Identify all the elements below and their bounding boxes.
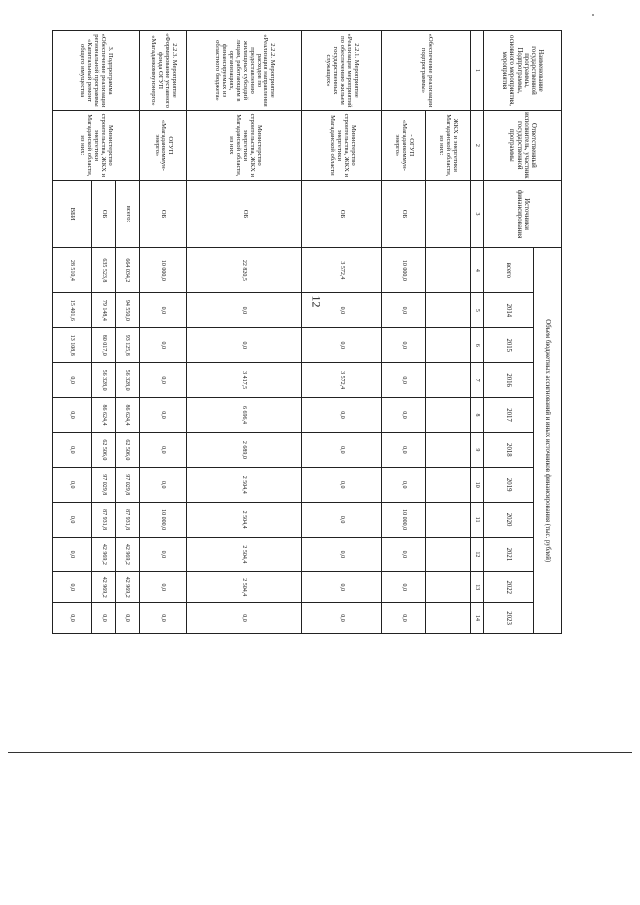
table-row: [187, 31, 302, 634]
index-cell: 3: [471, 180, 484, 248]
value-cell: 0,0: [139, 572, 187, 603]
page-number: 12: [309, 295, 324, 308]
value-cell: 0,0: [92, 603, 116, 634]
row-source: [425, 180, 470, 248]
index-cell: 13: [471, 572, 484, 603]
index-cell: 4: [471, 248, 484, 293]
value-cell: 3 572,4: [302, 363, 382, 398]
value-cell: 0,0: [187, 328, 302, 363]
value-cell: 97 029,8: [92, 467, 116, 502]
row-source: ОБ: [302, 180, 382, 248]
scan-artifact: [592, 14, 594, 16]
value-cell: 10 000,0: [382, 248, 425, 293]
value-cell: 3 572,4: [302, 248, 382, 293]
value-cell: 15 401,6: [53, 293, 92, 328]
row-source: ОБ: [382, 180, 425, 248]
index-cell: 11: [471, 502, 484, 537]
value-cell: 0,0: [302, 537, 382, 572]
value-cell: 97 029,8: [115, 467, 139, 502]
header-year: 2020: [484, 502, 534, 537]
value-cell: [425, 363, 470, 398]
value-cell: 28 510,4: [53, 248, 92, 293]
header-executor: Ответственный исполнитель, участник государственной программы: [484, 110, 562, 180]
value-cell: 86 624,4: [92, 398, 116, 433]
value-cell: 0,0: [139, 537, 187, 572]
index-cell: 12: [471, 537, 484, 572]
rotated-table-container: [52, 30, 562, 634]
value-cell: 0,0: [139, 432, 187, 467]
value-cell: 0,0: [139, 363, 187, 398]
index-row: [471, 31, 484, 634]
table-row: [425, 31, 470, 634]
index-cell: 7: [471, 363, 484, 398]
table-row: [302, 31, 382, 634]
value-cell: 2 504,4: [187, 467, 302, 502]
header-year: 2014: [484, 293, 534, 328]
index-cell: 14: [471, 603, 484, 634]
value-cell: 0,0: [382, 398, 425, 433]
header-volume: Объем бюджетных ассигнований и иных источников финансирования (тыс. рублей): [533, 248, 561, 634]
value-cell: 0,0: [382, 467, 425, 502]
value-cell: 10 000,0: [382, 502, 425, 537]
value-cell: 10 000,0: [139, 248, 187, 293]
header-year: 2018: [484, 432, 534, 467]
value-cell: 0,0: [139, 328, 187, 363]
value-cell: 87 931,8: [115, 502, 139, 537]
value-cell: 10 000,0: [139, 502, 187, 537]
value-cell: 56 328,0: [115, 363, 139, 398]
table-row: [382, 31, 425, 634]
row-source: ОБ: [139, 180, 187, 248]
table-row: [139, 31, 187, 634]
value-cell: 42 969,2: [115, 572, 139, 603]
subprogram-name: 3. Подпрограмма «Обеспечение реализации региональной программы «Капитальный ремонт общего имущества: [53, 31, 140, 111]
value-cell: [425, 572, 470, 603]
header-name: Наименование государственной программы, Подпрограммы, основного мероприятия, мероприятия: [484, 31, 562, 111]
value-cell: [425, 537, 470, 572]
header-year: 2022: [484, 572, 534, 603]
value-cell: 0,0: [187, 603, 302, 634]
value-cell: 0,0: [53, 537, 92, 572]
row-source: всего:: [115, 180, 139, 248]
header-total: всего: [484, 248, 534, 293]
value-cell: 0,0: [139, 467, 187, 502]
header-sources: Источники финансирования: [484, 180, 562, 248]
value-cell: 0,0: [302, 572, 382, 603]
value-cell: 0,0: [382, 293, 425, 328]
value-cell: 56 328,0: [92, 363, 116, 398]
row-source: ОБ: [92, 180, 116, 248]
value-cell: 42 969,2: [92, 537, 116, 572]
header-row-1: [533, 31, 561, 634]
subprogram-executor: Министерство строительства, ЖКХ и энергетики Магаданской области, из них:: [53, 110, 140, 180]
row-name: 2.2.1. Мероприятие «Реализация мероприятий по обеспечению жильем государственных служащих»: [302, 31, 382, 111]
value-cell: 664 034,2: [115, 248, 139, 293]
value-cell: [425, 248, 470, 293]
value-cell: 62 506,0: [92, 432, 116, 467]
row-executor: Министерство строительства, ЖКХ и энергетики Магаданской области: [302, 110, 382, 180]
value-cell: 22 820,5: [187, 248, 302, 293]
value-cell: [425, 328, 470, 363]
index-cell: 1: [471, 31, 484, 111]
value-cell: 2 689,0: [187, 432, 302, 467]
row-executor: - ОГУП «Магаданкоммун-энерго»: [382, 110, 425, 180]
value-cell: 0,0: [382, 572, 425, 603]
value-cell: [425, 293, 470, 328]
value-cell: 0,0: [302, 328, 382, 363]
value-cell: [425, 432, 470, 467]
row-name: 2.2.3. Мероприятие «Формирование уставного фонда ОГУП «Магаданкоммунэнерго»: [139, 31, 187, 111]
value-cell: 0,0: [382, 432, 425, 467]
index-cell: 6: [471, 328, 484, 363]
value-cell: 0,0: [382, 363, 425, 398]
value-cell: 0,0: [382, 537, 425, 572]
value-cell: 0,0: [139, 293, 187, 328]
value-cell: 80 017,0: [92, 328, 116, 363]
value-cell: 86 624,4: [115, 398, 139, 433]
value-cell: 13 108,8: [53, 328, 92, 363]
value-cell: 3 417,5: [187, 363, 302, 398]
header-year: 2021: [484, 537, 534, 572]
value-cell: 0,0: [53, 398, 92, 433]
row-source: ОБ: [187, 180, 302, 248]
header-year: 2015: [484, 328, 534, 363]
value-cell: 0,0: [53, 502, 92, 537]
value-cell: 0,0: [302, 398, 382, 433]
value-cell: 0,0: [302, 432, 382, 467]
value-cell: 0,0: [302, 467, 382, 502]
row-source: ВБИ: [53, 180, 92, 248]
value-cell: 93 125,8: [115, 328, 139, 363]
value-cell: 0,0: [302, 293, 382, 328]
value-cell: 6 696,4: [187, 398, 302, 433]
financing-table: [52, 30, 562, 634]
header-year: 2019: [484, 467, 534, 502]
value-cell: 0,0: [382, 603, 425, 634]
value-cell: [425, 502, 470, 537]
value-cell: 87 931,8: [92, 502, 116, 537]
value-cell: [425, 467, 470, 502]
header-year: 2023: [484, 603, 534, 634]
value-cell: 79 148,4: [92, 293, 116, 328]
value-cell: 0,0: [382, 328, 425, 363]
header-year: 2016: [484, 363, 534, 398]
value-cell: 94 550,0: [115, 293, 139, 328]
value-cell: 42 969,2: [92, 572, 116, 603]
value-cell: 62 506,0: [115, 432, 139, 467]
value-cell: [425, 398, 470, 433]
index-cell: 2: [471, 110, 484, 180]
value-cell: 0,0: [53, 572, 92, 603]
value-cell: 0,0: [139, 603, 187, 634]
row-name: 2.2.2. Мероприятие «Реализация направления расходов по предоставлению жилищных субсидий лицам, работающим в организациях, финансируемых из областного бюджета»: [187, 31, 302, 111]
value-cell: 0,0: [53, 467, 92, 502]
value-cell: [425, 603, 470, 634]
value-cell: 0,0: [302, 603, 382, 634]
value-cell: 0,0: [187, 293, 302, 328]
row-executor: ЖКХ и энергетики Магаданской области, из них:: [425, 110, 470, 180]
row-executor: Министерство строительства, ЖКХ и энергетики Магаданской области, из них: [187, 110, 302, 180]
value-cell: 0,0: [53, 603, 92, 634]
value-cell: 2 504,4: [187, 537, 302, 572]
value-cell: 42 969,2: [115, 537, 139, 572]
table-row: [115, 31, 139, 634]
row-executor: ОГУП «Магаданкоммун-энерго»: [139, 110, 187, 180]
header-year: 2017: [484, 398, 534, 433]
value-cell: 0,0: [139, 398, 187, 433]
value-cell: 0,0: [302, 502, 382, 537]
value-cell: 0,0: [115, 603, 139, 634]
value-cell: 2 504,4: [187, 502, 302, 537]
index-cell: 8: [471, 398, 484, 433]
value-cell: 2 504,4: [187, 572, 302, 603]
index-cell: 10: [471, 467, 484, 502]
value-cell: 635 523,8: [92, 248, 116, 293]
index-cell: 9: [471, 432, 484, 467]
row-name: «Обеспечение реализации подпрограммы»: [382, 31, 471, 111]
index-cell: 5: [471, 293, 484, 328]
value-cell: 0,0: [53, 432, 92, 467]
horizontal-rule: [8, 752, 632, 753]
value-cell: 0,0: [53, 363, 92, 398]
